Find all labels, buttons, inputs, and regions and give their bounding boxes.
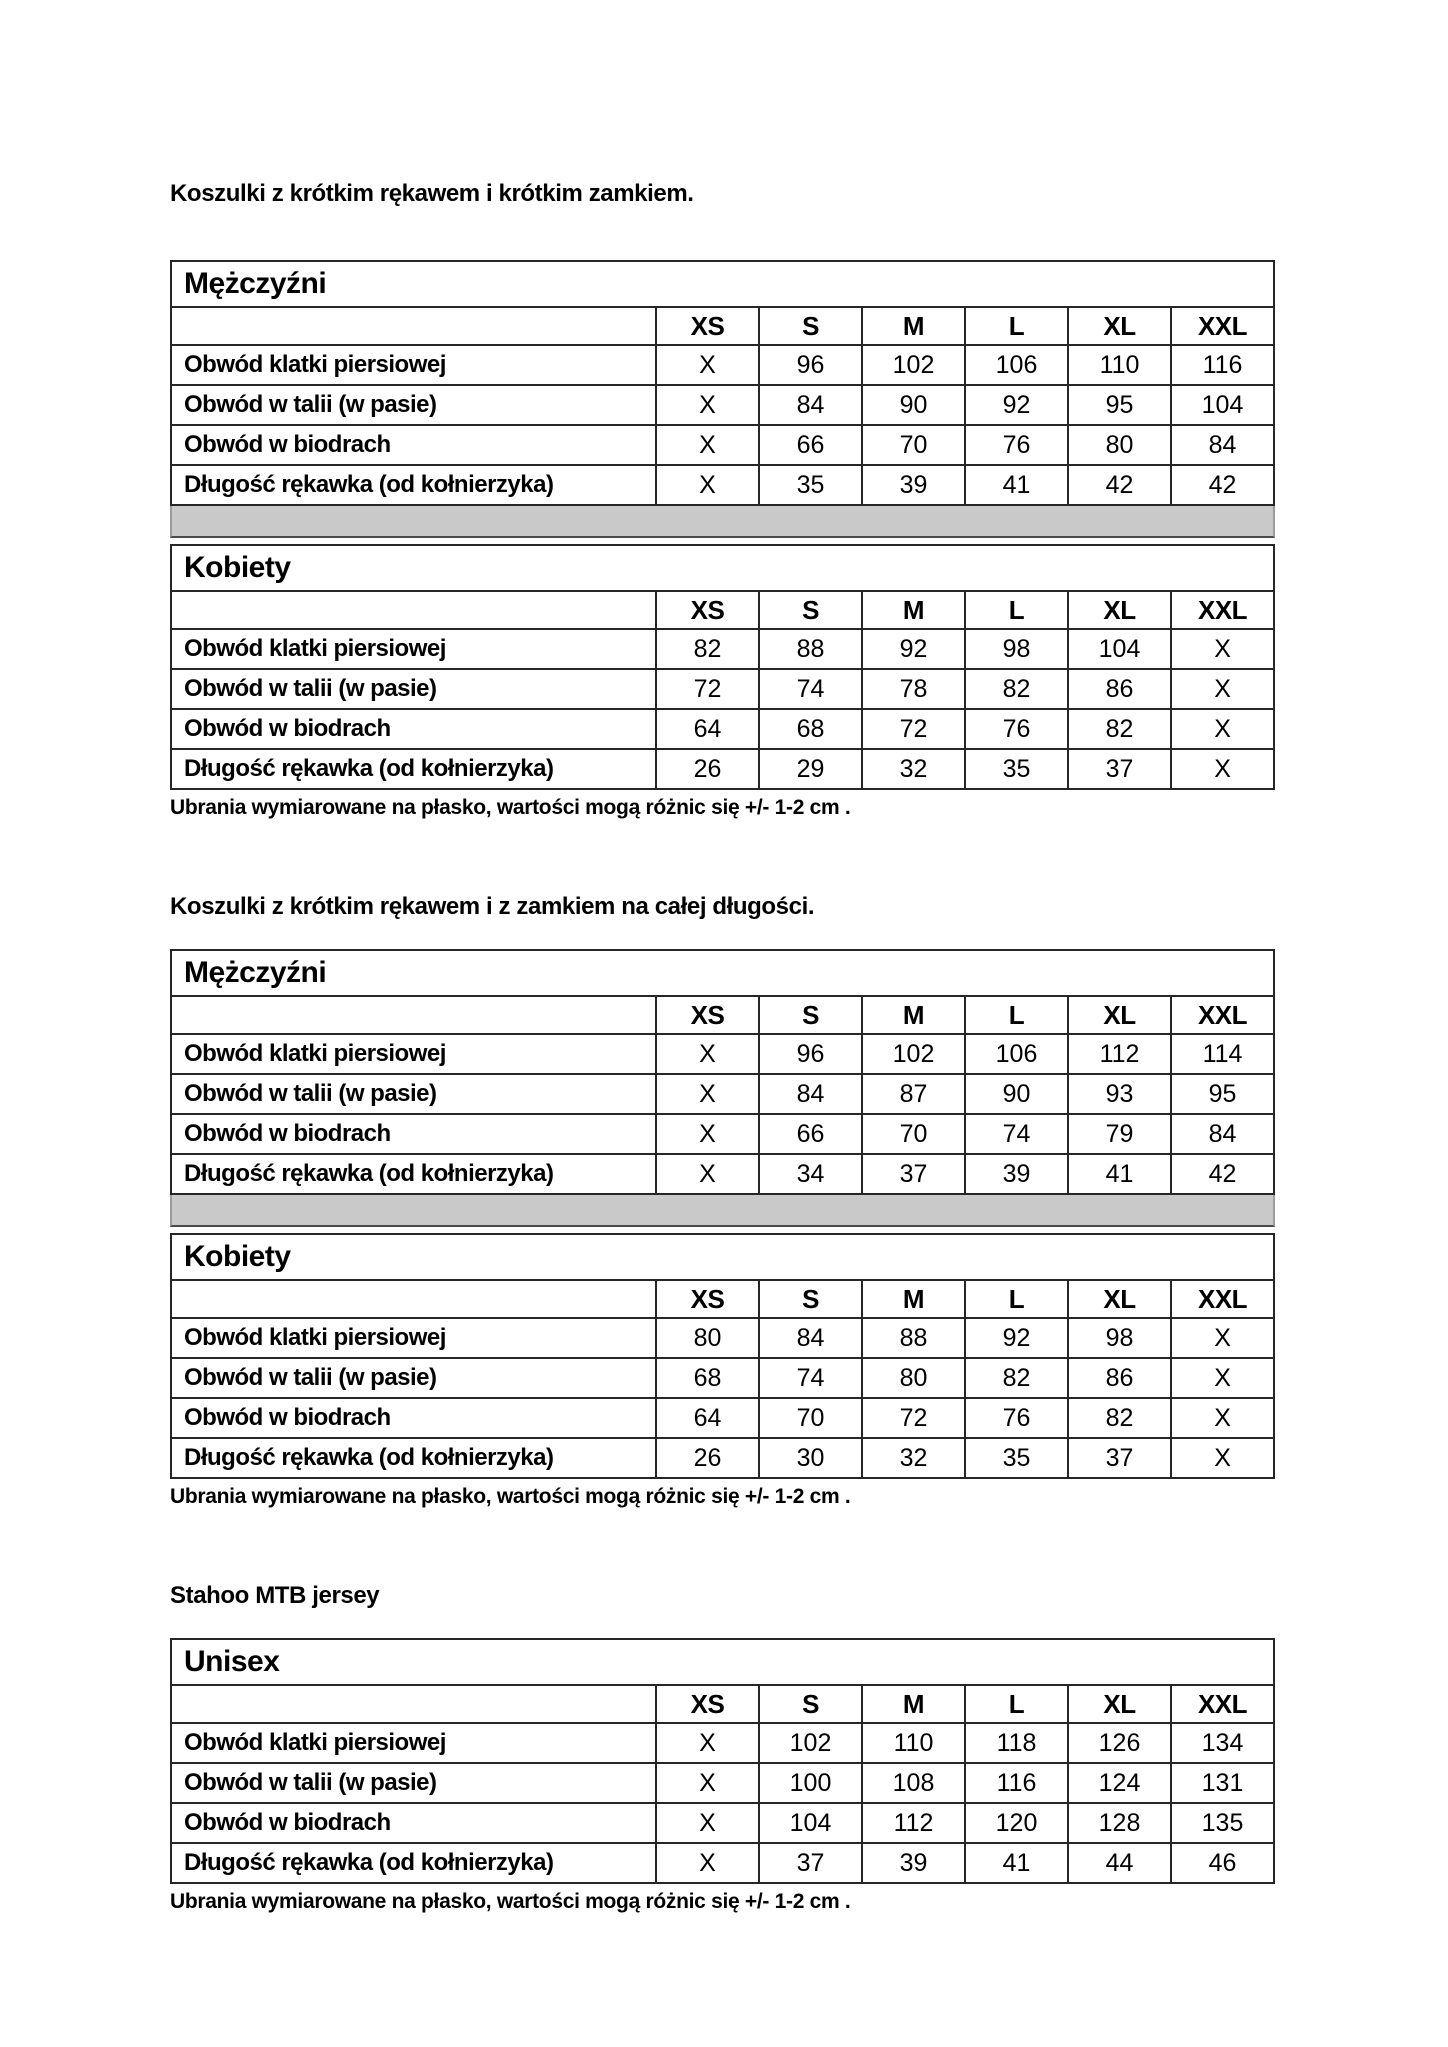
size-header-cell: M [862,1280,965,1318]
size-chart-section [170,180,1275,821]
measurement-label-cell: Obwód w talii (w pasie) [171,669,656,709]
measurement-row [171,1398,1274,1438]
measurement-value-cell: 102 [759,1723,862,1763]
size-table [170,1638,1275,1884]
measurement-value-cell: 39 [862,1843,965,1883]
measurement-value-cell: 102 [862,345,965,385]
measurement-row [171,629,1274,669]
measurement-label-cell: Obwód w talii (w pasie) [171,1763,656,1803]
measurement-label-cell: Długość rękawka (od kołnierzyka) [171,1154,656,1194]
page-content [170,0,1275,1915]
measurement-value-cell: X [656,425,759,465]
size-header-cell: XXL [1171,996,1274,1034]
measurement-row [171,669,1274,709]
measurement-value-cell: 72 [862,709,965,749]
measurement-value-cell: 110 [862,1723,965,1763]
section-title: Koszulki z krótkim rękawem i krótkim zamkiem. [170,180,694,207]
measurement-note: Ubrania wymiarowane na płasko, wartości mogą różnic się +/- 1-2 cm . [170,1890,851,1913]
measurement-value-cell: 64 [656,1398,759,1438]
size-header-empty-cell [171,996,656,1034]
measurement-label-cell: Obwód klatki piersiowej [171,1318,656,1358]
measurement-label-cell: Długość rękawka (od kołnierzyka) [171,749,656,789]
size-header-empty-cell [171,1280,656,1318]
measurement-value-cell: 92 [965,1318,1068,1358]
measurement-row [171,385,1274,425]
size-header-cell: M [862,307,965,345]
group-header-cell: Kobiety [171,545,1274,591]
measurement-value-cell: X [656,1803,759,1843]
measurement-value-cell: 84 [759,1074,862,1114]
measurement-value-cell: X [656,1114,759,1154]
measurement-value-cell: X [1171,1358,1274,1398]
measurement-value-cell: X [656,1723,759,1763]
measurement-value-cell: 80 [1068,425,1171,465]
measurement-value-cell: 74 [759,669,862,709]
measurement-value-cell: X [1171,1438,1274,1478]
measurement-value-cell: 88 [862,1318,965,1358]
measurement-value-cell: 66 [759,425,862,465]
measurement-label-cell: Obwód klatki piersiowej [171,1034,656,1074]
measurement-value-cell: 39 [862,465,965,505]
section-title: Koszulki z krótkim rękawem i z zamkiem na całej długości. [170,893,815,920]
measurement-value-cell: 74 [965,1114,1068,1154]
measurement-value-cell: 92 [965,385,1068,425]
measurement-value-cell: X [1171,709,1274,749]
measurement-row [171,1114,1274,1154]
measurement-value-cell: 44 [1068,1843,1171,1883]
size-chart-section [170,1582,1275,1915]
measurement-value-cell: X [656,465,759,505]
measurement-value-cell: X [1171,1398,1274,1438]
size-table [170,949,1275,1195]
measurement-value-cell: X [656,385,759,425]
measurement-value-cell: X [1171,669,1274,709]
measurement-value-cell: 74 [759,1358,862,1398]
measurement-label-cell: Obwód klatki piersiowej [171,1723,656,1763]
measurement-label-cell: Obwód w talii (w pasie) [171,1358,656,1398]
measurement-value-cell: 112 [862,1803,965,1843]
measurement-value-cell: 30 [759,1438,862,1478]
size-header-cell: M [862,996,965,1034]
group-header-cell: Mężczyźni [171,950,1274,996]
measurement-value-cell: 66 [759,1114,862,1154]
group-header-row [171,950,1274,996]
measurement-value-cell: 131 [1171,1763,1274,1803]
measurement-value-cell: 68 [656,1358,759,1398]
measurement-label-cell: Obwód klatki piersiowej [171,629,656,669]
separator-band [170,1195,1275,1227]
measurement-value-cell: 84 [1171,425,1274,465]
measurement-value-cell: X [656,1074,759,1114]
measurement-value-cell: 35 [759,465,862,505]
size-header-cell: XS [656,307,759,345]
measurement-note: Ubrania wymiarowane na płasko, wartości mogą różnic się +/- 1-2 cm . [170,1485,851,1508]
measurement-value-cell: 134 [1171,1723,1274,1763]
measurement-value-cell: 102 [862,1034,965,1074]
size-header-row [171,307,1274,345]
measurement-value-cell: 88 [759,629,862,669]
measurement-label-cell: Obwód w talii (w pasie) [171,385,656,425]
measurement-value-cell: 41 [965,465,1068,505]
separator-band [170,506,1275,538]
measurement-value-cell: 29 [759,749,862,789]
measurement-value-cell: 37 [1068,1438,1171,1478]
measurement-value-cell: 120 [965,1803,1068,1843]
size-header-cell: XL [1068,307,1171,345]
size-header-cell: L [965,307,1068,345]
measurement-value-cell: 84 [1171,1114,1274,1154]
measurement-row [171,1074,1274,1114]
group-header-cell: Kobiety [171,1234,1274,1280]
measurement-value-cell: 70 [862,1114,965,1154]
measurement-value-cell: 64 [656,709,759,749]
measurement-value-cell: X [656,1843,759,1883]
measurement-row [171,345,1274,385]
measurement-value-cell: 92 [862,629,965,669]
size-header-empty-cell [171,591,656,629]
measurement-value-cell: 84 [759,385,862,425]
group-header-cell: Unisex [171,1639,1274,1685]
size-header-cell: S [759,591,862,629]
group-header-row [171,261,1274,307]
section-title: Stahoo MTB jersey [170,1582,380,1609]
measurement-value-cell: 87 [862,1074,965,1114]
size-header-cell: XXL [1171,1685,1274,1723]
measurement-value-cell: 82 [1068,709,1171,749]
measurement-value-cell: 37 [1068,749,1171,789]
size-header-cell: L [965,996,1068,1034]
measurement-value-cell: 26 [656,749,759,789]
size-header-row [171,591,1274,629]
size-header-cell: S [759,1280,862,1318]
measurement-value-cell: X [1171,749,1274,789]
measurement-value-cell: 35 [965,1438,1068,1478]
group-header-cell: Mężczyźni [171,261,1274,307]
measurement-value-cell: 116 [1171,345,1274,385]
size-header-cell: M [862,591,965,629]
measurement-value-cell: 110 [1068,345,1171,385]
size-header-cell: XL [1068,1685,1171,1723]
measurement-label-cell: Długość rękawka (od kołnierzyka) [171,1843,656,1883]
measurement-value-cell: 39 [965,1154,1068,1194]
measurement-row [171,425,1274,465]
size-table [170,1233,1275,1479]
measurement-row [171,1843,1274,1883]
measurement-value-cell: 76 [965,1398,1068,1438]
measurement-value-cell: 93 [1068,1074,1171,1114]
measurement-value-cell: X [1171,629,1274,669]
measurement-value-cell: 82 [965,1358,1068,1398]
measurement-row [171,709,1274,749]
measurement-value-cell: 34 [759,1154,862,1194]
size-header-cell: XL [1068,1280,1171,1318]
measurement-label-cell: Obwód w biodrach [171,709,656,749]
measurement-value-cell: 95 [1068,385,1171,425]
measurement-value-cell: 96 [759,345,862,385]
measurement-row [171,1803,1274,1843]
measurement-row [171,1318,1274,1358]
measurement-value-cell: 42 [1068,465,1171,505]
measurement-value-cell: 112 [1068,1034,1171,1074]
measurement-row [171,1358,1274,1398]
measurement-value-cell: 96 [759,1034,862,1074]
measurement-row [171,1034,1274,1074]
size-header-cell: XXL [1171,591,1274,629]
size-header-cell: M [862,1685,965,1723]
measurement-label-cell: Obwód w biodrach [171,1398,656,1438]
size-chart-section [170,893,1275,1510]
measurement-value-cell: X [656,1763,759,1803]
measurement-value-cell: 106 [965,1034,1068,1074]
measurement-value-cell: 104 [759,1803,862,1843]
size-table [170,260,1275,506]
measurement-value-cell: X [656,1154,759,1194]
size-header-cell: L [965,1685,1068,1723]
size-header-row [171,996,1274,1034]
measurement-value-cell: 128 [1068,1803,1171,1843]
size-header-cell: XL [1068,996,1171,1034]
measurement-value-cell: 68 [759,709,862,749]
measurement-value-cell: 106 [965,345,1068,385]
measurement-value-cell: 72 [862,1398,965,1438]
size-header-cell: XS [656,1280,759,1318]
size-header-cell: S [759,1685,862,1723]
measurement-value-cell: 70 [862,425,965,465]
measurement-value-cell: 78 [862,669,965,709]
measurement-value-cell: 42 [1171,465,1274,505]
measurement-value-cell: 37 [862,1154,965,1194]
measurement-value-cell: 79 [1068,1114,1171,1154]
size-header-cell: XS [656,996,759,1034]
measurement-value-cell: 35 [965,749,1068,789]
measurement-value-cell: 41 [965,1843,1068,1883]
measurement-value-cell: 42 [1171,1154,1274,1194]
measurement-value-cell: 135 [1171,1803,1274,1843]
measurement-value-cell: 32 [862,1438,965,1478]
measurement-value-cell: 124 [1068,1763,1171,1803]
measurement-label-cell: Obwód w biodrach [171,1803,656,1843]
measurement-value-cell: 80 [862,1358,965,1398]
measurement-value-cell: 86 [1068,669,1171,709]
measurement-value-cell: X [656,345,759,385]
measurement-label-cell: Obwód w biodrach [171,1114,656,1154]
size-header-cell: S [759,996,862,1034]
measurement-value-cell: 41 [1068,1154,1171,1194]
measurement-value-cell: 114 [1171,1034,1274,1074]
measurement-value-cell: 82 [965,669,1068,709]
measurement-value-cell: X [656,1034,759,1074]
group-header-row [171,1639,1274,1685]
measurement-value-cell: 104 [1171,385,1274,425]
measurement-label-cell: Obwód klatki piersiowej [171,345,656,385]
measurement-row [171,1763,1274,1803]
measurement-value-cell: 82 [1068,1398,1171,1438]
measurement-value-cell: 46 [1171,1843,1274,1883]
measurement-note: Ubrania wymiarowane na płasko, wartości mogą różnic się +/- 1-2 cm . [170,796,851,819]
sections-root [170,180,1275,1915]
measurement-value-cell: 100 [759,1763,862,1803]
size-header-row [171,1280,1274,1318]
measurement-value-cell: 82 [656,629,759,669]
size-header-cell: XL [1068,591,1171,629]
measurement-value-cell: 90 [862,385,965,425]
measurement-row [171,1154,1274,1194]
group-header-row [171,1234,1274,1280]
measurement-value-cell: 108 [862,1763,965,1803]
measurement-label-cell: Długość rękawka (od kołnierzyka) [171,465,656,505]
measurement-value-cell: 72 [656,669,759,709]
measurement-value-cell: 86 [1068,1358,1171,1398]
size-header-row [171,1685,1274,1723]
measurement-value-cell: 32 [862,749,965,789]
measurement-row [171,1723,1274,1763]
measurement-value-cell: 84 [759,1318,862,1358]
size-header-cell: S [759,307,862,345]
size-header-cell: XS [656,1685,759,1723]
size-table [170,544,1275,790]
measurement-value-cell: 98 [1068,1318,1171,1358]
measurement-row [171,465,1274,505]
measurement-value-cell: 95 [1171,1074,1274,1114]
measurement-label-cell: Obwód w talii (w pasie) [171,1074,656,1114]
measurement-label-cell: Obwód w biodrach [171,425,656,465]
size-header-cell: XXL [1171,307,1274,345]
measurement-value-cell: 76 [965,709,1068,749]
measurement-value-cell: 76 [965,425,1068,465]
measurement-row [171,1438,1274,1478]
measurement-label-cell: Długość rękawka (od kołnierzyka) [171,1438,656,1478]
size-header-cell: XXL [1171,1280,1274,1318]
measurement-value-cell: 116 [965,1763,1068,1803]
measurement-row [171,749,1274,789]
measurement-value-cell: 26 [656,1438,759,1478]
measurement-value-cell: 90 [965,1074,1068,1114]
measurement-value-cell: 80 [656,1318,759,1358]
measurement-value-cell: 104 [1068,629,1171,669]
measurement-value-cell: 118 [965,1723,1068,1763]
group-header-row [171,545,1274,591]
measurement-value-cell: 98 [965,629,1068,669]
size-header-cell: L [965,591,1068,629]
size-header-empty-cell [171,1685,656,1723]
size-header-cell: L [965,1280,1068,1318]
measurement-value-cell: X [1171,1318,1274,1358]
size-header-empty-cell [171,307,656,345]
measurement-value-cell: 70 [759,1398,862,1438]
size-header-cell: XS [656,591,759,629]
measurement-value-cell: 37 [759,1843,862,1883]
measurement-value-cell: 126 [1068,1723,1171,1763]
